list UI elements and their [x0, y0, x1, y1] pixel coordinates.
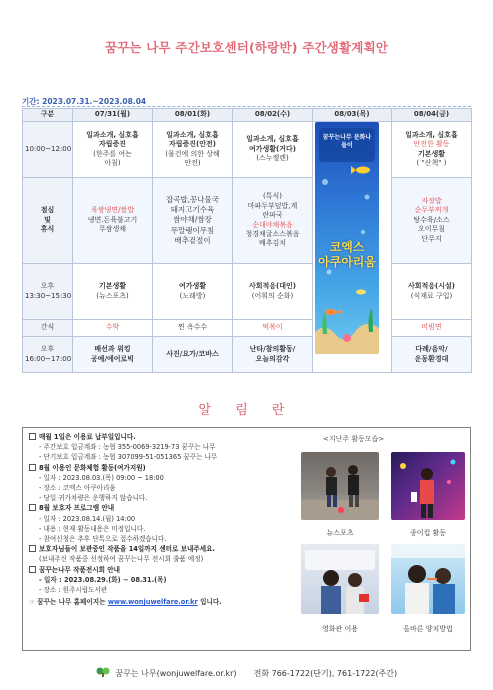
notice-heading: 보호자님들이 보관중인 작품을 14일까지 센터로 보내주세요. [29, 544, 297, 554]
table-cell: 육쌈냉면/쌀밥 냉면.돈육불고기 무쌈생채 [73, 178, 153, 264]
aquarium-illustration [315, 122, 379, 354]
table-cell: (특식) 마파두부덮밥,계 란파국 순대야채볶음 청경채굴소스볶음 배추김치 [233, 178, 313, 264]
notice-item: - 단기보호 입금계좌 : 농협 307099-51-051365 꿈꾸는 나무 [39, 453, 218, 462]
homepage-line: ☞ 꿈꾸는 나무 홈페이지는 www.wonjuwelfare.or.kr 입니다. [29, 598, 222, 607]
cinema-illustration [301, 544, 379, 614]
notice-heading: 꿈꾸는나무 작품전시회 안내 [29, 565, 297, 575]
table-row [23, 264, 472, 320]
outing-place: 코엑스 아쿠아리움 [318, 240, 376, 269]
table-cell: 자장밥 순두부찌개 탕수육/소스 오이무침 단무지 [392, 178, 472, 264]
table-cell: 일과소개, 심호흡 자립증진(안전) (물건에 의한 상해 안전) [153, 122, 233, 178]
pointer-icon: ☞ [29, 598, 35, 607]
notice-heading: 8월 이용인 문화체험 활동(여가지원) [29, 463, 297, 473]
footer [0, 667, 493, 679]
table-cell: 일과소개, 심호흡 여가생활(거다) (스누젤렌) [233, 122, 313, 178]
gallery-title: <지난주 활동모습> [323, 435, 385, 443]
table-cell: 배선과 위킹 공예/에어로빅 [73, 337, 153, 373]
table-cell: 일과소개, 심호흡 안전한 활동 기본생활 ( "산책" ) [392, 122, 472, 178]
table-cell: 수박 [73, 320, 153, 337]
notice-item: - 참여신청은 추후 단톡으로 접수하겠습니다. [39, 535, 167, 544]
header-day: 08/02(수) [233, 109, 313, 122]
notice-item: - 장소 : 코엑스 아쿠아리움 [39, 484, 116, 493]
photo-caption: 종이컵 활동 [409, 529, 447, 537]
photo-caption: 뉴스포츠 [326, 529, 354, 537]
photo-toothbrush [391, 544, 465, 614]
photo-cinema [301, 544, 379, 614]
table-cell: 잡곡밥,꽁나물국 돼지고기수육 쌈야채/쌈장 무말랭이무침 배추겉절이 [153, 178, 233, 264]
table-cell: 난타/참의활동/ 오늘의감각 [233, 337, 313, 373]
time-label: 오후 16:00~17:00 [23, 337, 73, 373]
notice-list [29, 432, 297, 607]
table-cell: 일과소개, 심호흡 자립증진 (한주를 여는 아침) [73, 122, 153, 178]
snack-label: 간식 [23, 320, 73, 337]
time-label: 오후 13:30~15:30 [23, 264, 73, 320]
checkbox-icon [29, 504, 36, 511]
footer-name: 꿈꾸는 나무(wonjuwelfare.or.kr) [115, 669, 237, 678]
header-day: 07/31(월) [73, 109, 153, 122]
outing-banner: 꿈꾸는나무 문화나들이 [322, 134, 372, 149]
table-cell: 사진/요가/코바스 [153, 337, 233, 373]
header-day: 08/01(화) [153, 109, 233, 122]
notice-box [22, 427, 471, 651]
photo-caption: 올바른 양치방법 [403, 625, 453, 633]
notice-item: - 일자 : 2023.08.29.(화) ~ 08.31.(목) [39, 575, 167, 584]
aquarium-poster [315, 122, 379, 354]
notice-item: - 주간보호 입금계좌 : 농협 355-0069-3219-73 꿈꾸는 나무 [39, 443, 216, 452]
newsports-illustration [301, 452, 379, 520]
table-row [23, 337, 472, 373]
table-cell: 사회적응(시설) (식재료 구입) [392, 264, 472, 320]
toothbrush-illustration [391, 544, 465, 614]
table-cell: 여가생활 (노래방) [153, 264, 233, 320]
time-label: 10:00~12:00 [23, 122, 73, 178]
tree-logo-icon [96, 667, 110, 677]
lunch-label: 점심 및 휴식 [23, 178, 73, 264]
weekly-schedule-table [22, 108, 472, 373]
checkbox-icon [29, 545, 36, 552]
notice-item: - 일자 : 2023.08.03.(목) 09:00 ~ 18:00 [39, 473, 164, 482]
table-row [23, 178, 472, 264]
page-title: 꿈꾸는 나무 주간보호센터(하랑반) 주간생활계획안 [104, 40, 389, 55]
notice-item: - 일자 : 2023.08.14.(월) 14:00 [39, 514, 136, 523]
notice-title: 알 림 란 [198, 403, 295, 418]
checkbox-icon [29, 433, 36, 440]
period-label: 기간: 2023.07.31.~2023.08.04 [22, 97, 147, 106]
notice-item: - 장소 : 원주시립도서관 [39, 586, 108, 595]
photo-newsports [301, 452, 379, 520]
table-header-row [23, 109, 472, 122]
homepage-link[interactable]: www.wonjuwelfare.or.kr [107, 598, 198, 607]
notice-item: - 당일 귀가차량은 운행하지 않습니다. [39, 494, 148, 503]
table-cell: 다례/음악/ 운동환경대 [392, 337, 472, 373]
photo-caption: 영화관 이용 [321, 625, 359, 633]
checkbox-icon [29, 566, 36, 573]
notice-heading: 8월 보호자 프로그램 안내 [29, 503, 297, 513]
table-row [23, 122, 472, 178]
papercup-illustration [391, 452, 465, 520]
notice-heading: 매월 1일은 이용료 납부일입니다. [29, 432, 297, 442]
header-day: 08/03(목) [313, 109, 392, 122]
table-cell: 기본생활 (뉴스포츠) [73, 264, 153, 320]
table-cell: 떡볶이 [233, 320, 313, 337]
header-label: 구분 [23, 109, 73, 122]
table-cell: 비빔면 [392, 320, 472, 337]
table-row [23, 320, 472, 337]
table-cell: 찐 옥수수 [153, 320, 233, 337]
footer-phone: 전화 766-1722(단기), 761-1722(주간) [253, 669, 398, 678]
photo-papercup [391, 452, 465, 520]
notice-item: (보내주신 작품중 선정하여 꿈꾸는나무 전시회 출품 예정) [39, 555, 204, 564]
table-cell: 사회적응(대인) (어휘의 순화) [233, 264, 313, 320]
checkbox-icon [29, 464, 36, 471]
notice-item: - 내용 : 현재 활동내용은 미정입니다. [39, 524, 146, 533]
header-day: 08/04(금) [392, 109, 472, 122]
divider [22, 106, 471, 107]
